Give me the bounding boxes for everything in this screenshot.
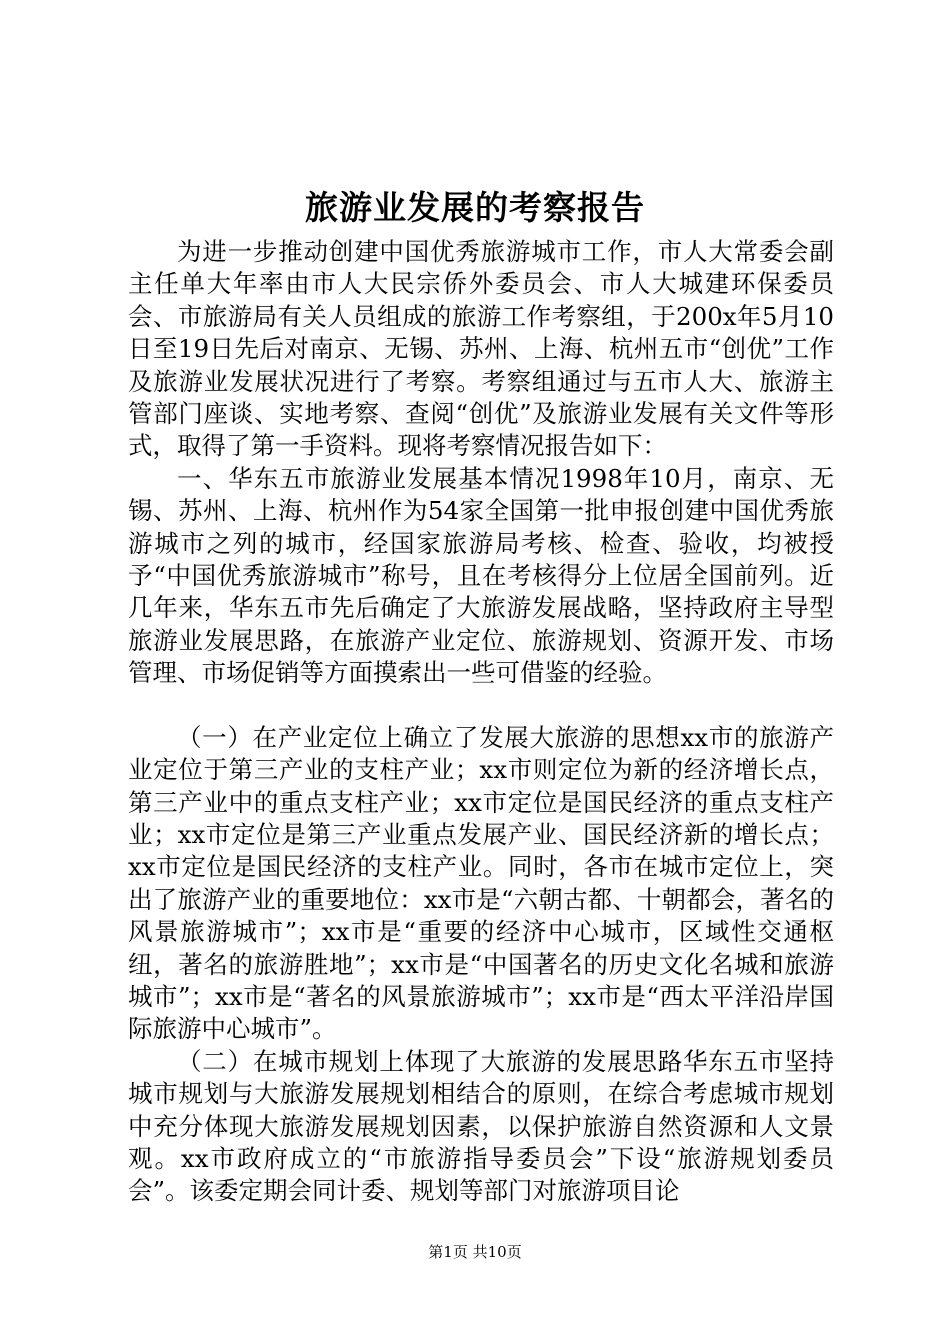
paragraph-section-1: 一、华东五市旅游业发展基本情况1998年10月，南京、无锡、苏州、上海、杭州作为54家全国第一批申报创建中国优秀旅游城市之列的城市，经国家旅游局考核、检查、验收，均被授予“中国优秀旅游城市”称号，且在考核得分上位居全国前列。近几年来，华东五市先后确定了大旅游发展战略，坚持政府主导型旅游业发展思路，在旅游产业定位、旅游规划、资源开发、市场管理、市场促销等方面摸索出一些可借鉴的经验。 [128, 463, 834, 688]
paragraph-subsection-2: （二）在城市规划上体现了大旅游的发展思路华东五市坚持城市规划与大旅游发展规划相结合的原则，在综合考虑城市规划中充分体现大旅游发展规划因素，以保护旅游自然资源和人文景观。xx市政府成立的“市旅游指导委员会”下设“旅游规划委员会”。该委定期会同计委、规划等部门对旅游项目论 [128, 1046, 834, 1206]
page-number-footer: 第1页 共10页 [428, 1243, 522, 1261]
paragraph-intro: 为进一步推动创建中国优秀旅游城市工作，市人大常委会副主任单大年率由市人大民宗侨外委员会、市人大城建环保委员会、市旅游局有关人员组成的旅游工作考察组，于200x年5月10日至19日先后对南京、无锡、苏州、上海、杭州五市“创优”工作及旅游业发展状况进行了考察。考察组通过与五市人大、旅游主管部门座谈、实地考察、查阅“创优”及旅游业发展有关文件等形式，取得了第一手资料。现将考察情况报告如下： [128, 237, 834, 461]
document-body [128, 236, 834, 1208]
document-title: 旅游业发展的考察报告 [305, 188, 645, 227]
paragraph-subsection-1: （一）在产业定位上确立了发展大旅游的思想xx市的旅游产业定位于第三产业的支柱产业；xx市则定位为新的经济增长点，第三产业中的重点支柱产业；xx市定位是国民经济的重点支柱产业；xx市定位是第三产业重点发展产业、国民经济新的增长点；xx市定位是国民经济的支柱产业。同时，各市在城市定位上，突出了旅游产业的重要地位：xx市是“六朝古都、十朝都会，著名的风景旅游城市”；xx市是“重要的经济中心城市，区域性交通枢纽，著名的旅游胜地”；xx市是“中国著名的历史文化名城和旅游城市”；xx市是“著名的风景旅游城市”；xx市是“西太平洋沿岸国际旅游中心城市”。 [128, 722, 834, 1044]
